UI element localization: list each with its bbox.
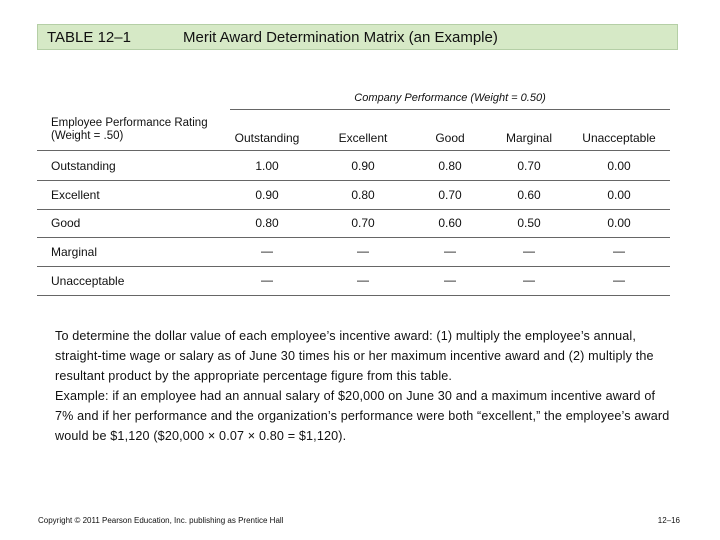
row-header-label: Employee Performance Rating (Weight = .50) <box>51 117 208 142</box>
row-label-marginal: Marginal <box>51 245 98 259</box>
table-title: Merit Award Determination Matrix (an Example) <box>183 29 498 46</box>
copyright-footer: Copyright © 2011 Pearson Education, Inc. publishing as Prentice Hall <box>38 516 284 525</box>
row-divider <box>37 180 670 181</box>
note-example: Example: if an employee had an annual salary of $20,000 on June 30 and a maximum incentive award of 7% and if her performance and the organization’s performance were both “excellent,” the employee’s award would be $1,120 ($20,000 × 0.07 × 0.80 = $1,120). <box>55 389 670 443</box>
row-divider <box>37 266 670 267</box>
column-header-excellent: Excellent <box>338 131 388 145</box>
table-cell: — <box>613 244 625 258</box>
table-note <box>55 326 675 446</box>
table-cell: — <box>523 273 535 287</box>
table-number: TABLE 12–1 <box>47 29 131 46</box>
column-group-label: Company Performance (Weight = 0.50) <box>354 92 546 104</box>
header-rule <box>37 150 670 151</box>
row-label-excellent: Excellent <box>51 188 100 202</box>
table-cell: — <box>444 273 456 287</box>
table-cell: 1.00 <box>255 159 279 173</box>
table-cell: 0.90 <box>351 159 375 173</box>
table-cell: 0.00 <box>607 159 631 173</box>
table-cell: 0.80 <box>438 159 462 173</box>
column-header-marginal: Marginal <box>505 131 553 145</box>
table-cell: — <box>261 273 273 287</box>
column-header-unacceptable: Unacceptable <box>582 131 656 145</box>
table-cell: 0.70 <box>438 188 462 202</box>
table-cell: 0.00 <box>607 216 631 230</box>
row-label-outstanding: Outstanding <box>51 159 116 173</box>
table-cell: 0.70 <box>517 159 541 173</box>
column-header-outstanding: Outstanding <box>234 131 300 145</box>
table-cell: 0.60 <box>438 216 462 230</box>
table-cell: 0.60 <box>517 188 541 202</box>
table-cell: — <box>357 273 369 287</box>
row-label-unacceptable: Unacceptable <box>51 274 125 288</box>
table-cell: 0.00 <box>607 188 631 202</box>
row-divider <box>37 237 670 238</box>
table-cell: — <box>357 244 369 258</box>
row-divider <box>37 209 670 210</box>
table-cell: — <box>613 273 625 287</box>
row-label-good: Good <box>51 216 81 230</box>
table-cell: 0.80 <box>351 188 375 202</box>
note-instructions: To determine the dollar value of each employee’s incentive award: (1) multiply the employee’s annual, straight-time wage or salary as of June 30 times his or her maximum incentive award and (2) multiply the resultant product by the appropriate percentage figure from this table. <box>55 329 654 383</box>
page-number: 12–16 <box>657 516 680 525</box>
table-cell: 0.90 <box>255 188 279 202</box>
column-group-rule <box>230 109 670 110</box>
table-bottom-rule <box>37 295 670 296</box>
table-cell: — <box>261 244 273 258</box>
column-header-good: Good <box>435 131 465 145</box>
table-cell: — <box>444 244 456 258</box>
table-cell: — <box>523 244 535 258</box>
table-cell: 0.70 <box>351 216 375 230</box>
table-cell: 0.50 <box>517 216 541 230</box>
table-cell: 0.80 <box>255 216 279 230</box>
table-title-bar <box>37 24 678 50</box>
